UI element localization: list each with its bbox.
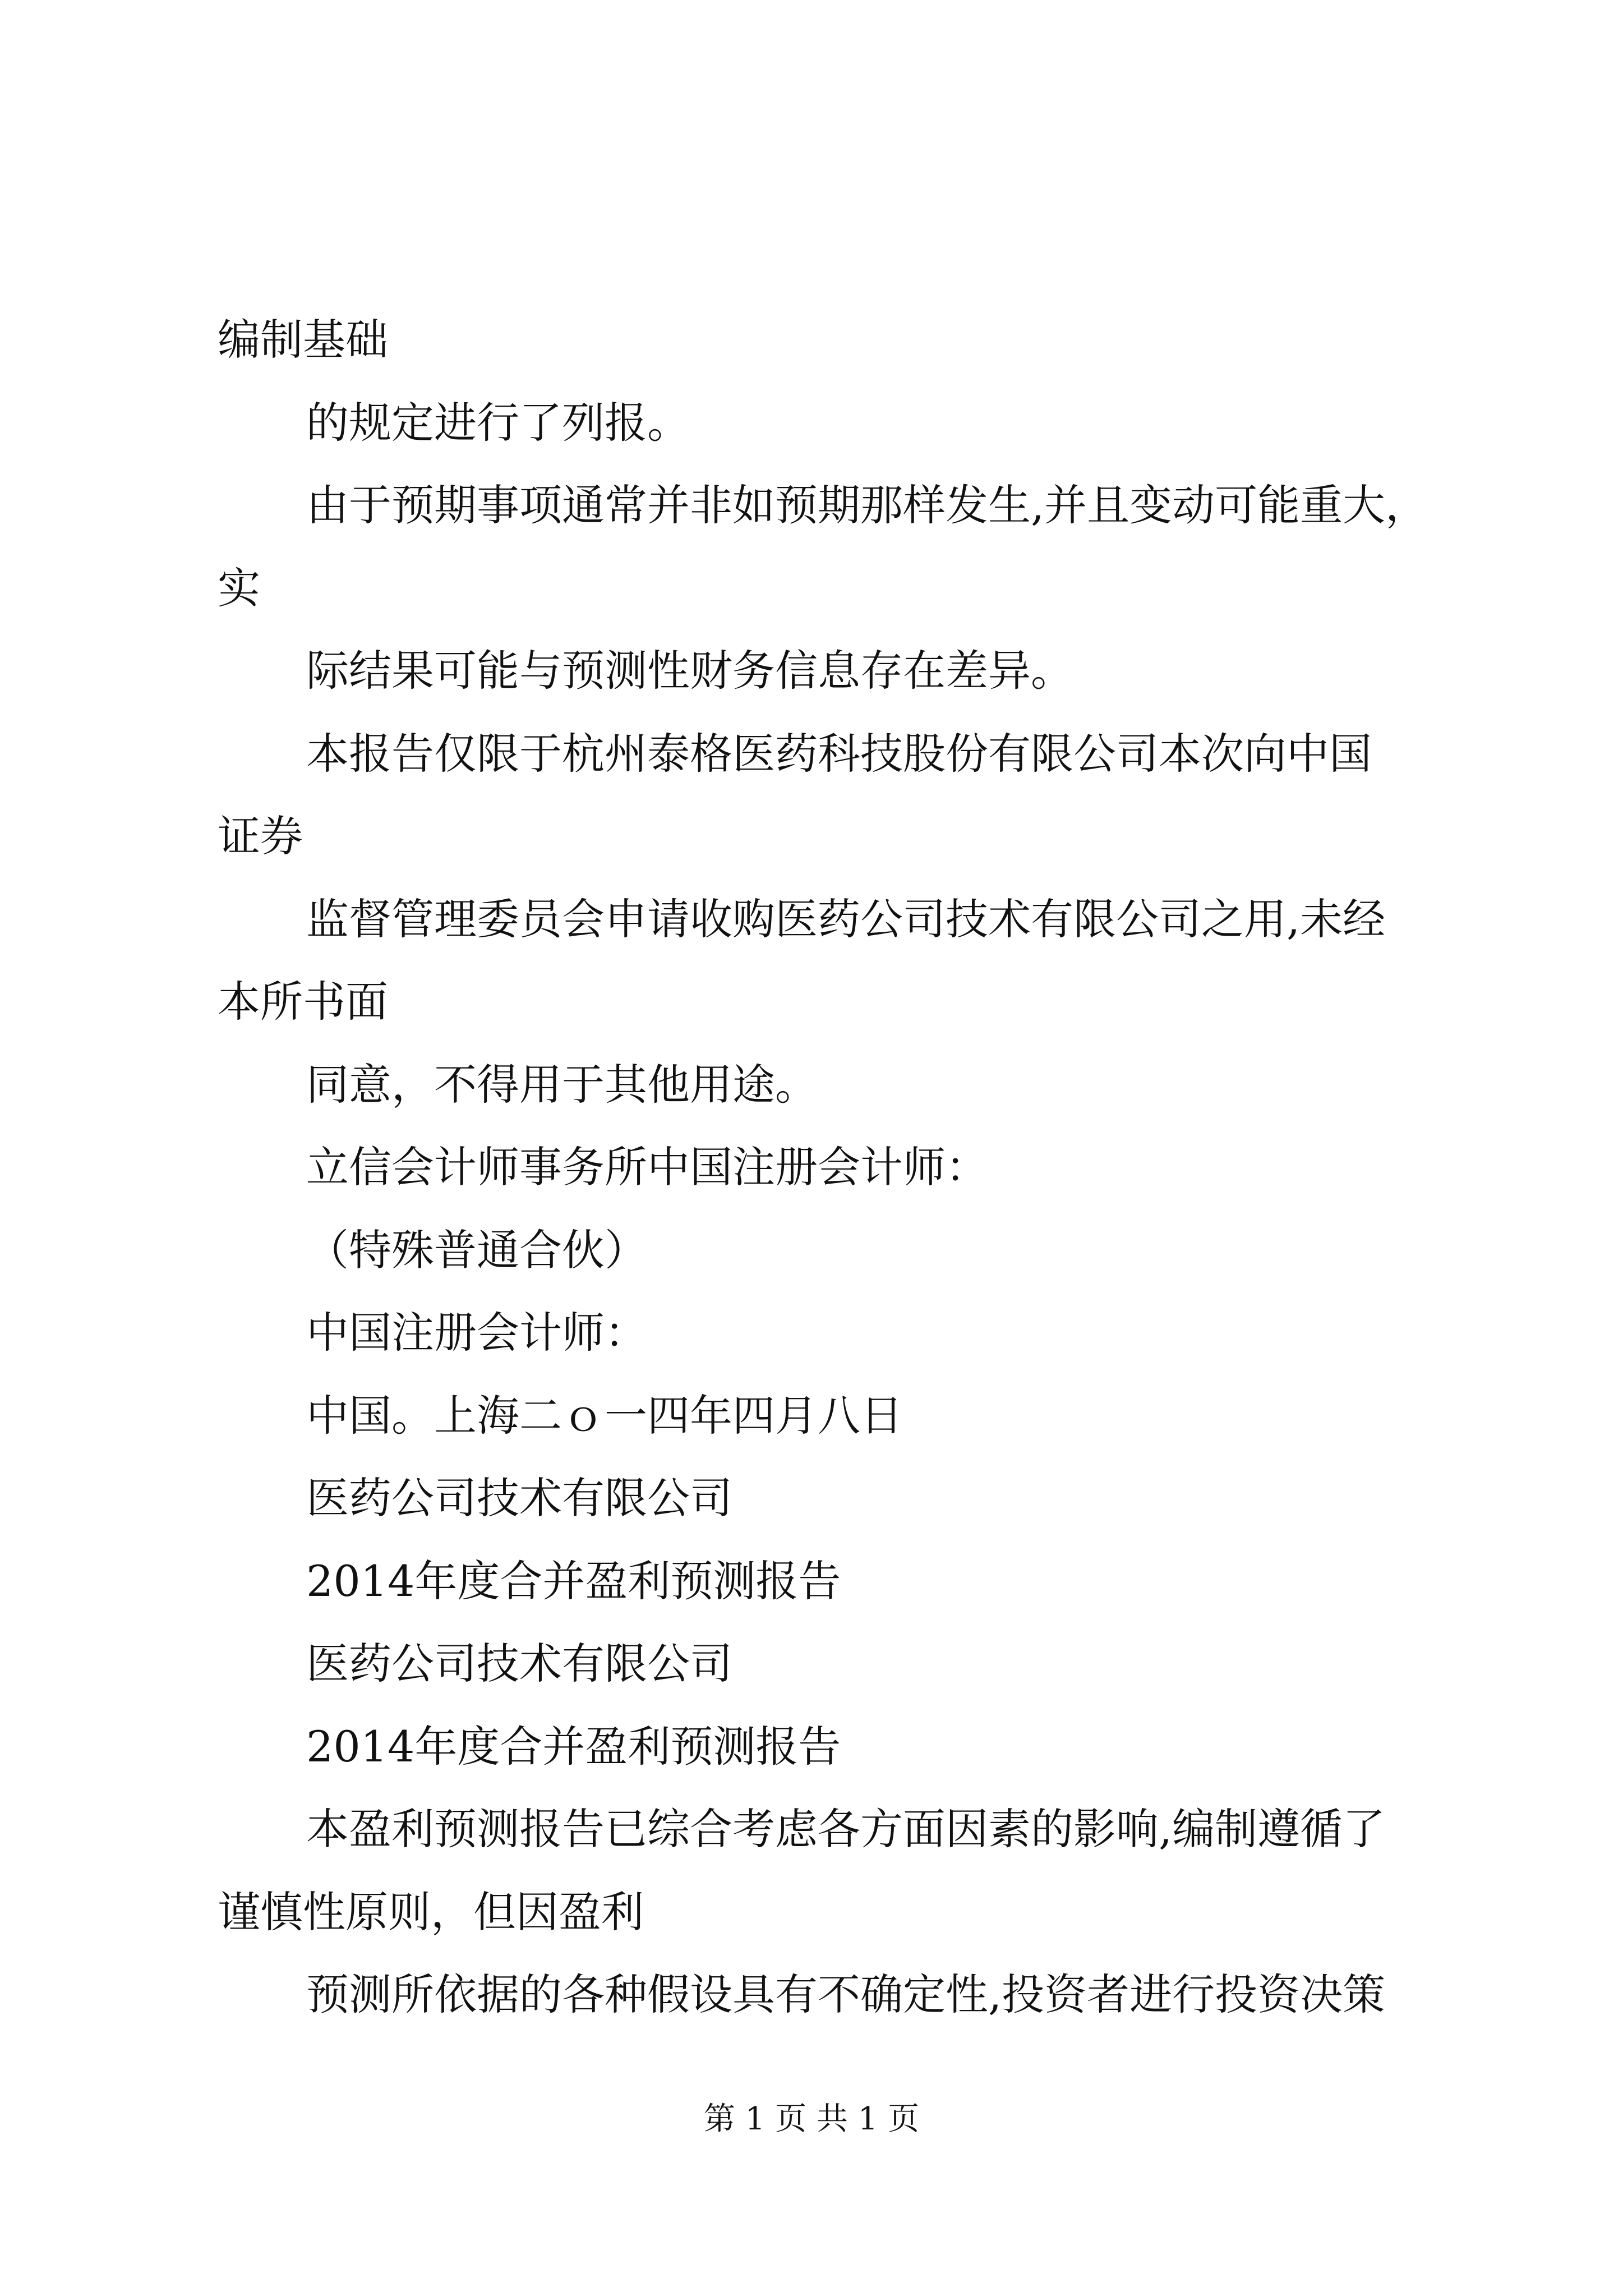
text-line: 际结果可能与预测性财务信息存在差异。 (306, 646, 1073, 696)
text-line: 本盈利预测报告已综合考虑各方面因素的影响,编制遵循了 (306, 1804, 1386, 1854)
text-line: 的规定进行了列报。 (306, 398, 690, 448)
text-line: 本报告仅限于杭州泰格医药科技股份有限公司本次向中国 (306, 729, 1372, 779)
text-line: 编制基础 (218, 315, 388, 365)
text-line: 中国注册会计师： (306, 1308, 647, 1358)
page-footer: 第 1 页 共 1 页 (703, 2101, 920, 2137)
text-line: 2014年度合并盈利预测报告 (306, 1556, 841, 1606)
text-line: 监督管理委员会申请收购医药公司技术有限公司之用,未经 (306, 894, 1386, 944)
text-line: 2014年度合并盈利预测报告 (306, 1722, 841, 1772)
text-line: 由于预期事项通常并非如预期那样发生,并且变动可能重大， (306, 480, 1428, 530)
text-line: 证券 (218, 811, 303, 861)
text-line: 医药公司技术有限公司 (306, 1473, 732, 1523)
text-line: 谨慎性原则，但因盈利 (218, 1887, 644, 1937)
text-line: 同意，不得用于其他用途。 (306, 1060, 818, 1110)
text-line: 本所书面 (218, 977, 388, 1027)
text-line: 实 (218, 563, 260, 613)
text-line: 预测所依据的各种假设具有不确定性,投资者进行投资决策 (306, 1970, 1386, 2019)
text-line: 立信会计师事务所中国注册会计师： (306, 1142, 988, 1192)
text-line: 中国。上海二ｏ一四年四月八日 (306, 1391, 903, 1441)
text-line: （特殊普通合伙） (306, 1225, 647, 1275)
text-line: 医药公司技术有限公司 (306, 1639, 732, 1688)
